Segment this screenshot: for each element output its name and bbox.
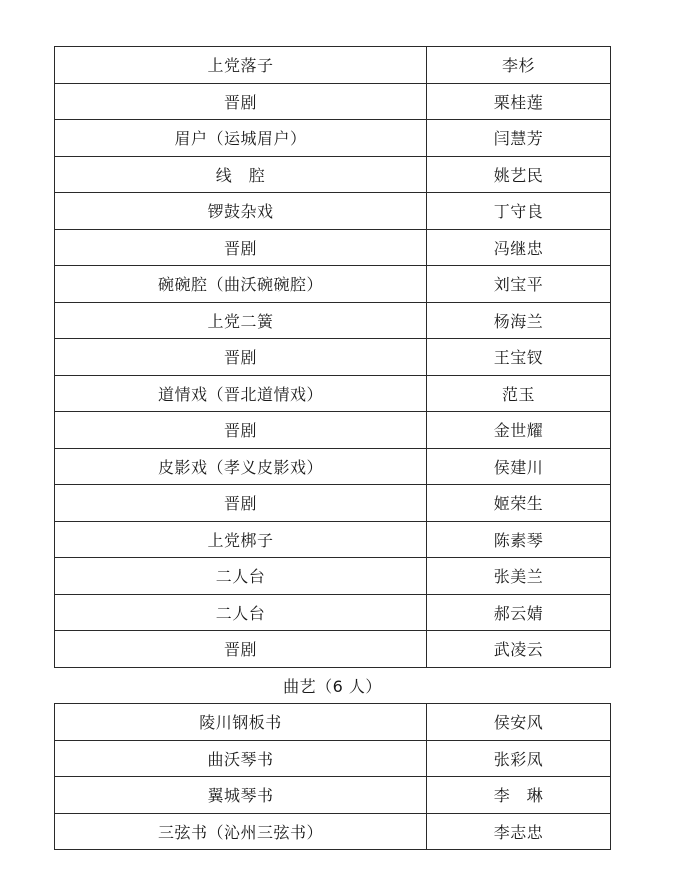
table-row: [55, 631, 611, 668]
name-cell: 李杉: [427, 47, 611, 84]
table-row: [55, 47, 611, 84]
name-cell: 丁守良: [427, 193, 611, 230]
genre-cell: 晋剧: [55, 339, 427, 376]
genre-cell: 翼城琴书: [55, 777, 427, 814]
table-row: [55, 229, 611, 266]
genre-cell: 晋剧: [55, 83, 427, 120]
genre-cell: 线 腔: [55, 156, 427, 193]
name-cell: 李 琳: [427, 777, 611, 814]
table-row: [55, 156, 611, 193]
table-row: [55, 740, 611, 777]
genre-cell: 二人台: [55, 558, 427, 595]
genre-cell: 晋剧: [55, 485, 427, 522]
table-row: [55, 375, 611, 412]
table-row: [55, 120, 611, 157]
name-cell: 王宝钗: [427, 339, 611, 376]
table-row: [55, 266, 611, 303]
table-row: [55, 302, 611, 339]
name-cell: 张彩凤: [427, 740, 611, 777]
name-cell: 陈素琴: [427, 521, 611, 558]
genre-cell: 晋剧: [55, 229, 427, 266]
genre-cell: 曲沃琴书: [55, 740, 427, 777]
name-cell: 姬荣生: [427, 485, 611, 522]
table-row: [55, 83, 611, 120]
genre-cell: 三弦书（沁州三弦书）: [55, 813, 427, 850]
table-row: [55, 594, 611, 631]
genre-cell: 上党梆子: [55, 521, 427, 558]
section-row: [55, 667, 611, 704]
genre-cell: 道情戏（晋北道情戏）: [55, 375, 427, 412]
table-row: [55, 448, 611, 485]
name-cell: 侯安风: [427, 704, 611, 741]
name-cell: 郝云婧: [427, 594, 611, 631]
genre-cell: 锣鼓杂戏: [55, 193, 427, 230]
table-row: [55, 412, 611, 449]
name-cell: 李志忠: [427, 813, 611, 850]
table-row: [55, 193, 611, 230]
genre-cell: 眉户（运城眉户）: [55, 120, 427, 157]
genre-cell: 碗碗腔（曲沃碗碗腔）: [55, 266, 427, 303]
genre-cell: 晋剧: [55, 631, 427, 668]
name-cell: 侯建川: [427, 448, 611, 485]
name-cell: 姚艺民: [427, 156, 611, 193]
name-cell: 张美兰: [427, 558, 611, 595]
genre-cell: 上党二簧: [55, 302, 427, 339]
table-row: [55, 485, 611, 522]
genre-cell: 皮影戏（孝义皮影戏）: [55, 448, 427, 485]
table-body: [55, 47, 611, 850]
genre-cell: 上党落子: [55, 47, 427, 84]
name-cell: 范玉: [427, 375, 611, 412]
table-row: [55, 813, 611, 850]
genre-cell: 二人台: [55, 594, 427, 631]
name-cell: 闫慧芳: [427, 120, 611, 157]
name-cell: 金世耀: [427, 412, 611, 449]
name-cell: 栗桂莲: [427, 83, 611, 120]
name-cell: 刘宝平: [427, 266, 611, 303]
name-cell: 冯继忠: [427, 229, 611, 266]
name-cell: 武凌云: [427, 631, 611, 668]
table-row: [55, 704, 611, 741]
table-row: [55, 521, 611, 558]
section-heading: 曲艺（6 人）: [55, 667, 611, 704]
genre-cell: 陵川钢板书: [55, 704, 427, 741]
genre-cell: 晋剧: [55, 412, 427, 449]
table-row: [55, 777, 611, 814]
table-row: [55, 339, 611, 376]
name-cell: 杨海兰: [427, 302, 611, 339]
inheritors-table: [54, 46, 611, 850]
table-row: [55, 558, 611, 595]
